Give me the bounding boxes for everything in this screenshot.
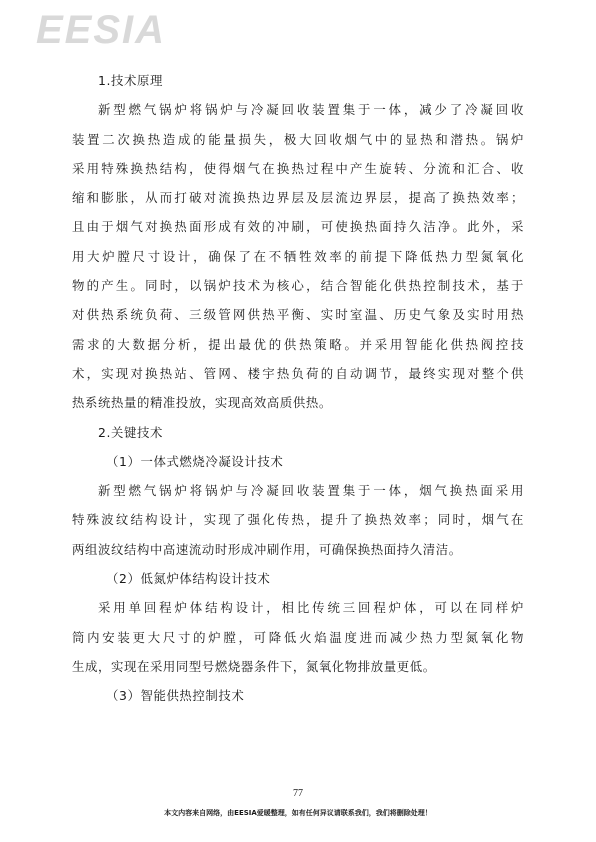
section-2-heading: 2.关键技术	[98, 424, 163, 440]
paragraph-line: 生成，实现在采用同型号燃烧器条件下，氮氧化物排放量更低。	[72, 658, 436, 674]
paragraph-line: 采用特殊换热结构，使得烟气在换热过程中产生旋转、分流和汇合、收	[72, 160, 524, 176]
page-number: 77	[293, 788, 303, 799]
eesia-logo-watermark: EESIA	[36, 8, 167, 52]
section-1-paragraph	[72, 95, 524, 417]
document-body	[72, 66, 524, 711]
paragraph-line: 缩和膨胀，从而打破对流换热边界层及层流边界层，提高了换热效率；	[72, 190, 524, 206]
paragraph-line: 两组波纹结构中高速流动时形成冲刷作用，可确保换热面持久清洁。	[72, 541, 462, 557]
paragraph-line: 术，实现对换热站、管网、楼宇热负荷的自动调节，最终实现对整个供	[72, 365, 524, 381]
paragraph-line: 且由于烟气对换热面形成有效的冲刷，可使换热面持久洁净。此外，采	[72, 219, 524, 235]
subsection-2-3-heading: （3）智能供热控制技术	[106, 688, 245, 704]
paragraph-line: 物的产生。同时，以锅炉技术为核心，结合智能化供热控制技术，基于	[72, 278, 524, 294]
paragraph-line: 筒内安装更大尺寸的炉膛，可降低火焰温度进而减少热力型氮氧化物	[72, 629, 524, 645]
paragraph-line: 特殊波纹结构设计，实现了强化传热，提升了换热效率；同时，烟气在	[72, 512, 524, 528]
paragraph-line: 对供热系统负荷、三级管网供热平衡、实时室温、历史气象及实时用热	[72, 307, 524, 323]
paragraph-line: 装置二次换热造成的能量损失，极大回收烟气中的显热和潜热。锅炉	[72, 131, 524, 147]
paragraph-line: 需求的大数据分析，提出最优的供热策略。并采用智能化供热阀控技	[72, 336, 524, 352]
subsection-2-2-paragraph	[72, 593, 524, 681]
subsection-2-1-heading: （1）一体式燃烧冷凝设计技术	[106, 453, 284, 469]
paragraph-line: 新型燃气锅炉将锅炉与冷凝回收装置集于一体，烟气换热面采用	[98, 483, 524, 499]
subsection-2-1-paragraph	[72, 476, 524, 564]
paragraph-line: 新型燃气锅炉将锅炉与冷凝回收装置集于一体，减少了冷凝回收	[98, 102, 524, 118]
paragraph-line: 采用单回程炉体结构设计，相比传统三回程炉体，可以在同样炉	[98, 600, 524, 616]
paragraph-line: 用大炉膛尺寸设计，确保了在不牺牲效率的前提下降低热力型氮氧化	[72, 248, 524, 264]
subsection-2-2-heading: （2）低氮炉体结构设计技术	[106, 571, 271, 587]
section-1-heading: 1.技术原理	[98, 73, 163, 88]
footer-disclaimer: 本文内容来自网络，由EESIA爱暖整理，如有任何异议请联系我们，我们将删除处理！	[164, 809, 432, 817]
paragraph-line: 热系统热量的精准投放，实现高效高质供热。	[72, 395, 332, 411]
